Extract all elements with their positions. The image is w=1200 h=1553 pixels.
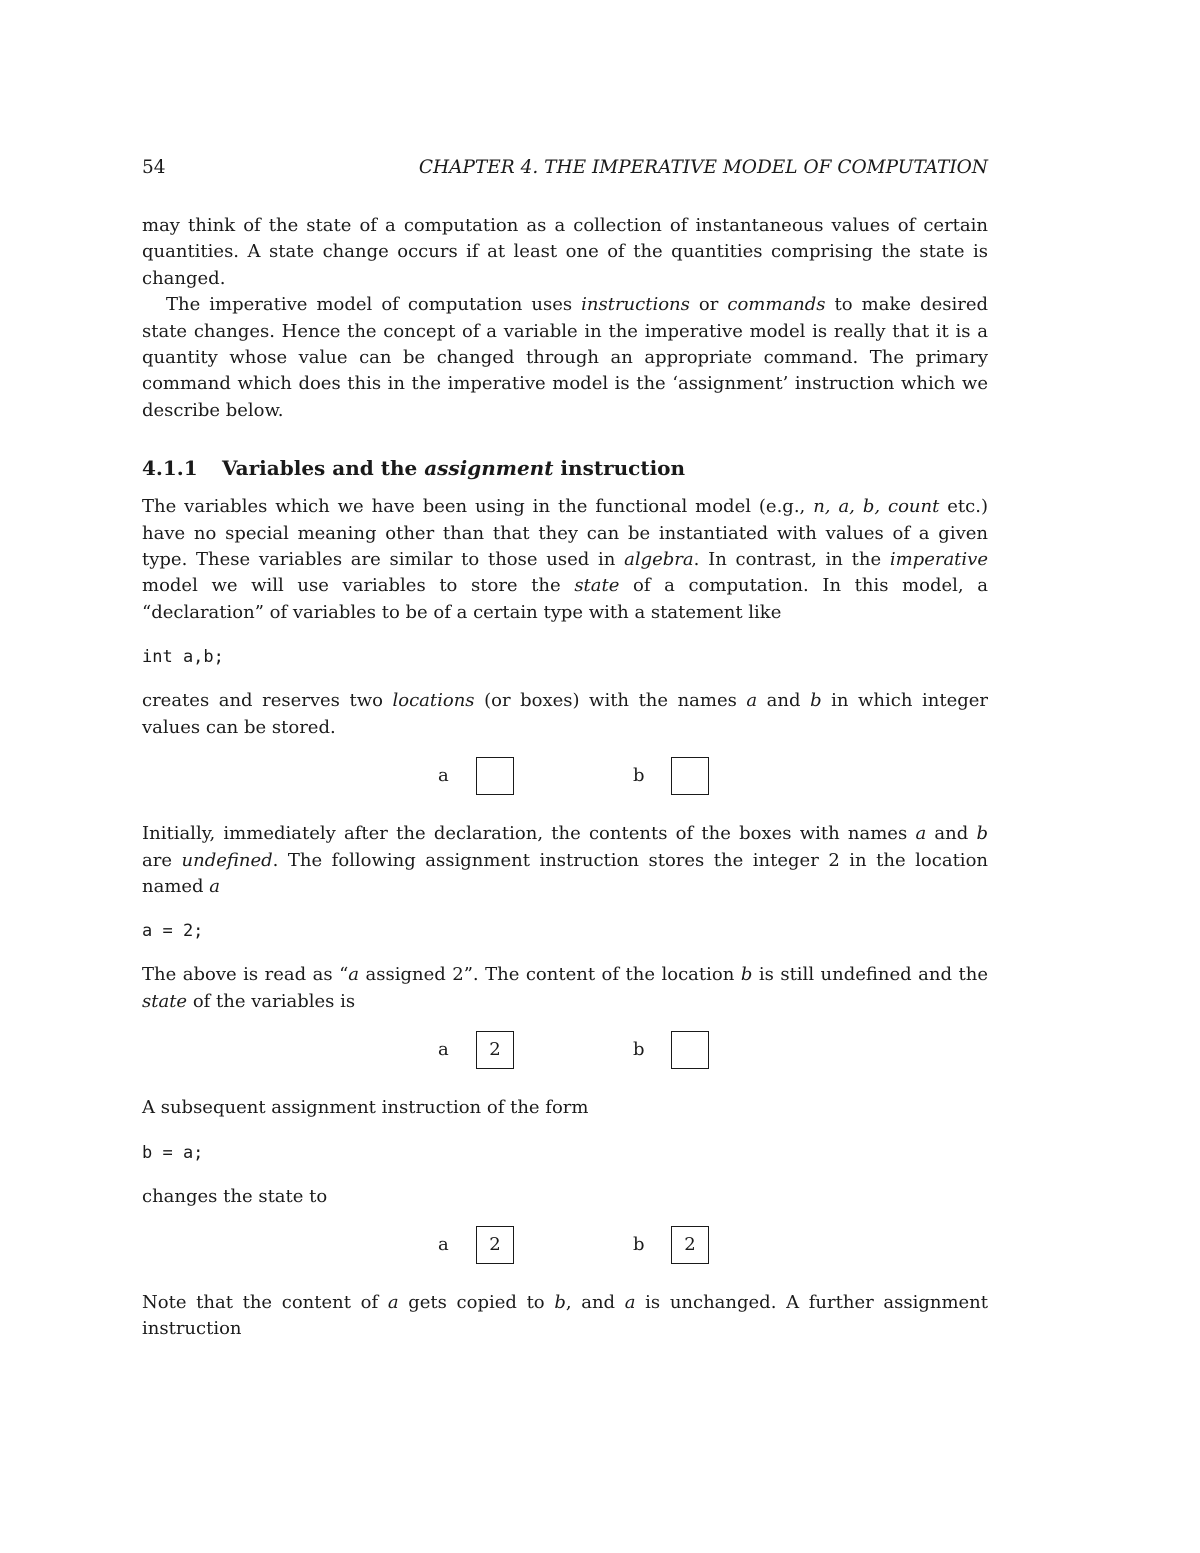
- paragraph-imperative-model: The imperative model of computation uses instructions or commands to make desired state changes. Hence the concept of a variable in the imperative model is really that it is a quantity whose value can be changed through an appropriate command. The primary command which does this in the imperative model is the ‘assignment’ instruction which we describe below.: [142, 294, 988, 421]
- variable-a-box: [476, 757, 514, 795]
- variable-b-box: [671, 1031, 709, 1069]
- chapter-title: CHAPTER 4. THE IMPERATIVE MODEL OF COMPUTATION: [418, 157, 988, 178]
- paragraph-variables: The variables which we have been using in the functional model (e.g., n, a, b, count etc.) have no special meaning other than that they can be instantiated with values of a given type. These variables are similar to those used in algebra. In contrast, in the imperative model we will use variables to store the state of a computation. In this model, a “declaration” of variables to be of a certain type with a statement like: [142, 496, 989, 623]
- code-assign-b: b = a;: [142, 1142, 204, 1163]
- paragraph-initially: Initially, immediately after the declaration, the contents of the boxes with names a and b are undefined. The following assignment instruction stores the integer 2 in the location named a: [142, 823, 988, 897]
- state-diagram-b-assigned: [142, 1224, 988, 1290]
- paragraph-changes-state: changes the state to: [142, 1185, 328, 1207]
- state-diagram-a-assigned: [142, 1029, 988, 1095]
- paragraph-locations: creates and reserves two locations (or boxes) with the names a and b in which integer values can be stored.: [142, 690, 988, 738]
- paragraph-subsequent: A subsequent assignment instruction of the form: [142, 1097, 589, 1119]
- paragraph-note: Note that the content of a gets copied to b, and a is unchanged. A further assignment instruction: [142, 1291, 988, 1340]
- variable-b-box: [671, 757, 709, 795]
- paragraph-read-as: The above is read as “a assigned 2”. The content of the location b is still undefined and the state of the variables is: [142, 964, 988, 1012]
- variable-b-box: 2: [671, 1226, 709, 1264]
- variable-b-label: b: [633, 765, 645, 787]
- page-number: 54: [142, 157, 166, 178]
- variable-a-label: a: [438, 1233, 449, 1255]
- page-body: [142, 213, 988, 1343]
- variable-a-box: 2: [476, 1226, 514, 1264]
- variable-b-label: b: [633, 1233, 645, 1255]
- variable-a-box: 2: [476, 1031, 514, 1069]
- section-number: 4.1.1: [142, 456, 198, 481]
- paragraph-state-intro: may think of the state of a computation as a collection of instantaneous values of certain quantities. A state change occurs if at least one of the quantities comprising the state is changed.: [142, 215, 988, 289]
- variable-b-label: b: [633, 1039, 645, 1061]
- variable-a-label: a: [438, 1039, 449, 1061]
- running-header: [142, 157, 988, 185]
- section-heading: 4.1.1 Variables and the assignment instruction: [142, 456, 686, 481]
- variable-a-label: a: [438, 765, 449, 787]
- state-diagram-undefined: [142, 755, 988, 821]
- code-declaration: int a,b;: [142, 647, 224, 668]
- code-assign-a: a = 2;: [142, 921, 204, 942]
